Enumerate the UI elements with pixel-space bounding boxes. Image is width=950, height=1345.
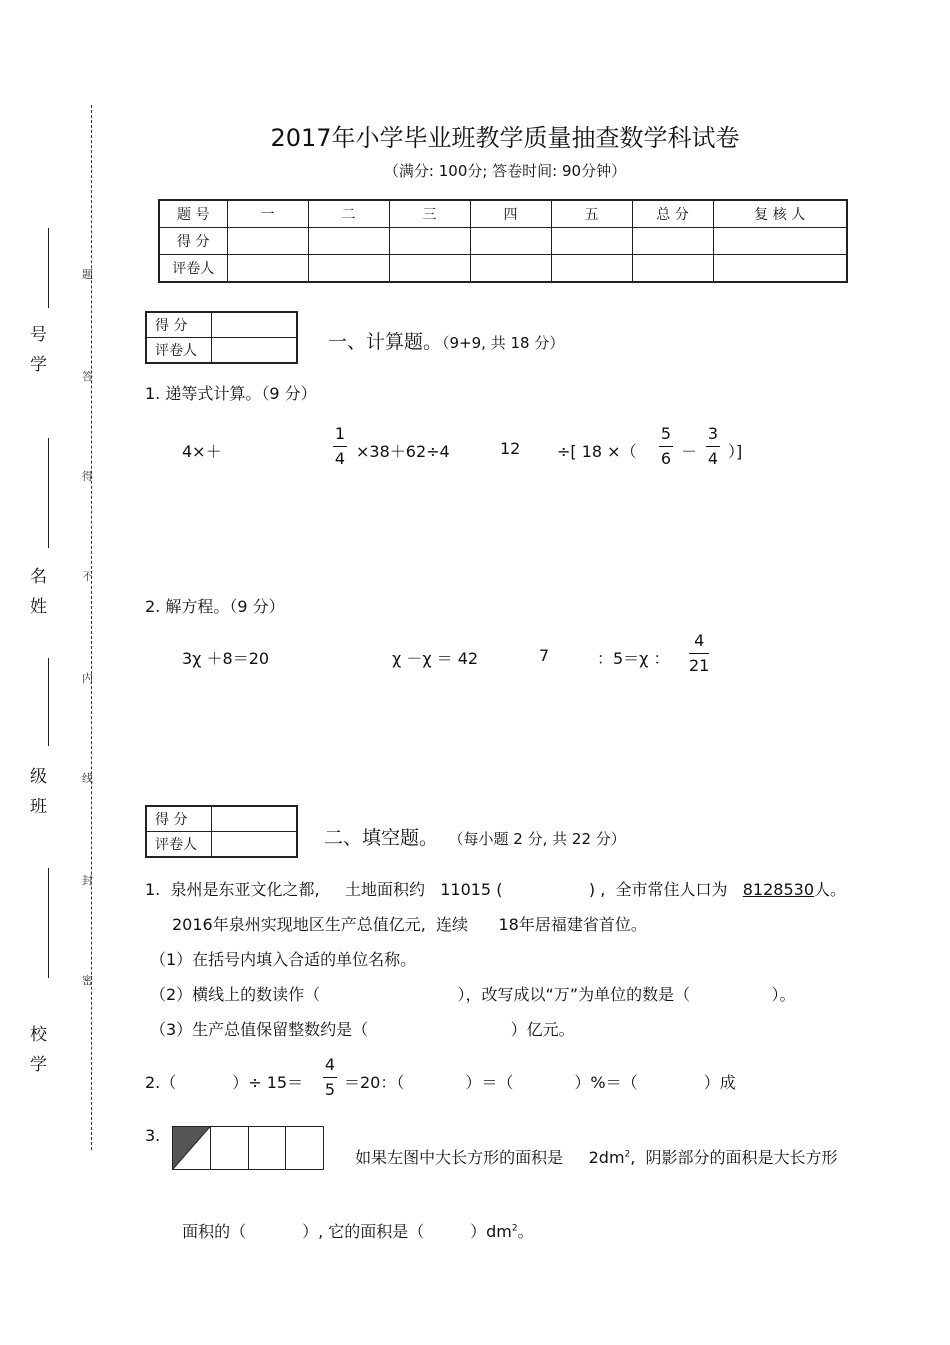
score-cell[interactable]: [470, 228, 551, 255]
expr-2b: ÷[ 18 ×（: [557, 442, 637, 461]
fill-q1-sub2: （2）横线上的数读作（ ），改写成以“万”为单位的数是（ ）。: [150, 985, 796, 1004]
grader-label: 评卷人: [146, 832, 211, 858]
binding-rule: [48, 228, 49, 308]
header-cell: 二: [308, 200, 389, 228]
q2-label: 2. 解方程。（9 分）: [145, 597, 285, 616]
equation-2: χ －χ ＝ 42: [392, 649, 479, 668]
binding-label: 校: [30, 1025, 47, 1045]
grader-cell[interactable]: [632, 255, 713, 283]
score-cell[interactable]: [211, 312, 297, 338]
q1-text: 1. 泉州是东亚文化之都, 土地面积约 11015 ( ) , 全市常住人口为: [145, 880, 743, 899]
page-title: 2017年小学毕业班教学质量抽查数学科试卷: [270, 124, 740, 152]
fraction-1-4: [333, 425, 347, 468]
section1-score-box: [145, 311, 298, 364]
grid-cell: [211, 1127, 249, 1169]
header-cell: 三: [389, 200, 470, 228]
score-table: [158, 199, 848, 283]
seal-char: 题: [82, 268, 93, 281]
binding-rule: [48, 868, 49, 978]
fill-q1-line1: [145, 877, 846, 900]
section1-heading: [328, 327, 564, 354]
grader-cell[interactable]: [389, 255, 470, 283]
grid-cell: [249, 1127, 287, 1169]
q1-text-end: 人。: [814, 880, 847, 899]
numerator: 5: [660, 424, 672, 443]
score-cell[interactable]: [713, 228, 847, 255]
score-cell[interactable]: [389, 228, 470, 255]
section2-note: （每小题 2 分, 共 22 分）: [456, 830, 626, 848]
equation-3a: 7: [539, 646, 550, 665]
binding-label: 学: [30, 1055, 47, 1075]
score-cell[interactable]: [632, 228, 713, 255]
fill-q1-sub3: （3）生产总值保留整数约是（ ）亿元。: [150, 1020, 575, 1039]
population-value: 8128530: [742, 880, 815, 899]
binding-label: 班: [30, 797, 47, 817]
grader-label: 评卷人: [146, 338, 211, 364]
header-cell: 五: [551, 200, 632, 228]
page-subtitle: （满分: 100分; 答卷时间: 90分钟）: [383, 162, 627, 180]
equation-1: 3χ ＋8＝20: [182, 649, 270, 668]
grader-cell[interactable]: [211, 338, 297, 364]
denominator: 4: [707, 449, 719, 468]
grader-cell[interactable]: [713, 255, 847, 283]
denominator: 5: [324, 1080, 336, 1099]
score-row: [159, 228, 847, 255]
numerator: 4: [694, 631, 705, 650]
header-cell: 复 核 人: [713, 200, 847, 228]
row-label: 得 分: [159, 228, 227, 255]
score-label: 得 分: [146, 806, 211, 832]
numerator: 1: [334, 424, 346, 443]
grader-cell[interactable]: [308, 255, 389, 283]
q3-text: 如果左图中大长方形的面积是 2dm: [355, 1148, 625, 1167]
grader-cell[interactable]: [211, 832, 297, 858]
grader-cell[interactable]: [227, 255, 308, 283]
seal-char: 不: [82, 570, 93, 583]
seal-char: 封: [82, 874, 93, 887]
score-cell[interactable]: [551, 228, 632, 255]
section1-title: 一、计算题。: [328, 331, 443, 353]
fraction-4-5: [323, 1056, 337, 1099]
seal-char: 线: [82, 772, 93, 785]
grader-cell[interactable]: [551, 255, 632, 283]
q3-end: 。: [517, 1222, 534, 1241]
fill-q3-line2: [172, 1200, 534, 1242]
rectangle-diagram: [172, 1126, 324, 1170]
expr-1b: ×38＋62÷4: [356, 442, 450, 461]
binding-rule: [48, 438, 49, 548]
fill-q2-b: ＝20：（ ）＝（ ）%＝（ ）成: [344, 1073, 736, 1092]
seal-char: 密: [82, 974, 93, 987]
expr-1a: 4×＋: [182, 442, 222, 461]
header-cell: 题 号: [159, 200, 227, 228]
seal-char: 内: [82, 672, 93, 685]
expr-2c: ）]: [728, 442, 743, 461]
grader-cell[interactable]: [470, 255, 551, 283]
equation-3b: ：5＝χ ：: [597, 649, 670, 668]
grader-row: [159, 255, 847, 283]
fill-q3-line1: [345, 1126, 838, 1168]
denominator: 4: [334, 449, 346, 468]
fraction-3-4: [706, 425, 720, 468]
fill-q1-sub1: （1）在括号内填入合适的单位名称。: [150, 950, 417, 969]
header-cell: 一: [227, 200, 308, 228]
fill-q2-a: 2.（ ）÷ 15＝: [145, 1073, 304, 1092]
score-cell[interactable]: [227, 228, 308, 255]
q3-text2: 面积的（ ）, 它的面积是（ ）dm: [182, 1222, 512, 1241]
header-cell: 四: [470, 200, 551, 228]
fill-q3-number: 3.: [145, 1126, 161, 1145]
binding-label: 学: [30, 355, 47, 375]
section2-score-box: [145, 805, 298, 858]
score-cell[interactable]: [308, 228, 389, 255]
seal-char: 得: [82, 470, 93, 483]
fill-q1-line2: 2016年泉州实现地区生产总值亿元, 连续 18年居福建省首位。: [172, 915, 647, 934]
section2-heading: [324, 823, 626, 850]
expr-2a: 12: [500, 439, 521, 458]
numerator: 3: [707, 424, 719, 443]
fraction-4-21: [689, 632, 709, 675]
superscript: 2: [511, 1223, 518, 1234]
binding-label: 姓: [30, 597, 47, 617]
section2-title: 二、填空题。: [324, 827, 439, 849]
denominator: 6: [660, 449, 672, 468]
header-cell: 总 分: [632, 200, 713, 228]
binding-label: 号: [30, 325, 47, 345]
binding-label: 名: [30, 567, 47, 587]
section1-note: （9+9, 共 18 分）: [442, 334, 565, 352]
q1-label: 1. 递等式计算。（9 分）: [145, 384, 317, 403]
grid-cell: [286, 1127, 323, 1169]
binding-dashed-line: [91, 105, 92, 1150]
superscript: 2: [624, 1149, 631, 1160]
seal-char: 答: [82, 370, 93, 383]
denominator: 21: [689, 656, 710, 675]
binding-rule: [48, 658, 49, 746]
score-table-header: [159, 200, 847, 228]
score-label: 得 分: [146, 312, 211, 338]
shaded-cell: [173, 1127, 211, 1169]
row-label: 评卷人: [159, 255, 227, 283]
score-cell[interactable]: [211, 806, 297, 832]
q3-text-end: , 阴影部分的面积是大长方形: [630, 1148, 838, 1167]
numerator: 4: [324, 1055, 336, 1074]
binding-label: 级: [30, 767, 47, 787]
minus-sign: －: [681, 442, 698, 461]
fraction-5-6: [659, 425, 673, 468]
